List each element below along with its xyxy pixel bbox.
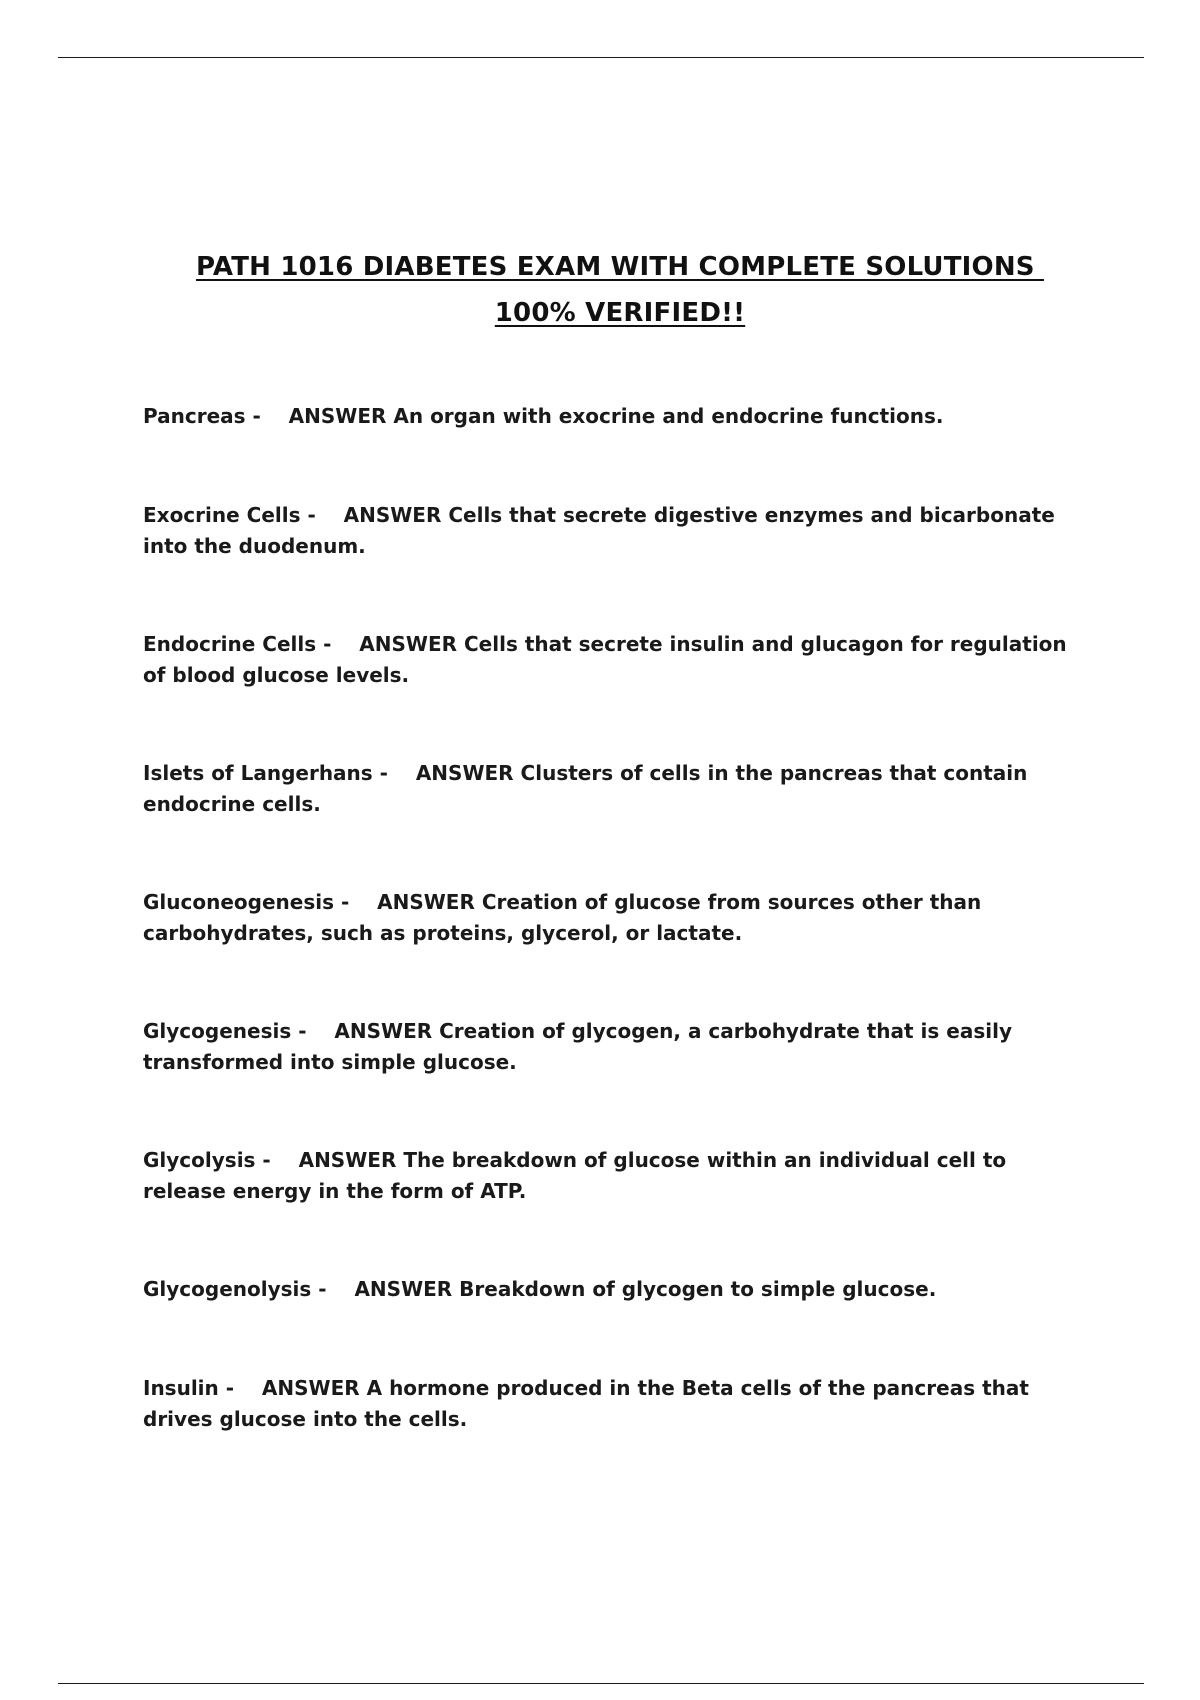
qa-label: ANSWER (343, 503, 442, 527)
qa-item-glycolysis: Glycolysis - ANSWER The breakdown of glucose within an individual cell to release energy in the form of ATP. (143, 1148, 1007, 1203)
title-line-2: 100% VERIFIED!! (494, 298, 746, 328)
qa-term: Glycogenolysis (143, 1277, 312, 1301)
qa-label: ANSWER (298, 1148, 397, 1172)
qa-answer: A hormone produced in the Beta cells of the pancreas that drives glucose into the cells. (143, 1376, 1029, 1431)
qa-answer: Creation of glycogen, a carbohydrate that is easily transformed into simple glucose. (143, 1019, 1012, 1074)
qa-answer: Breakdown of glycogen to simple glucose. (459, 1277, 937, 1301)
qa-label: ANSWER (354, 1277, 453, 1301)
qa-term: Glycolysis (143, 1148, 256, 1172)
qa-term: Pancreas (143, 404, 246, 428)
qa-label: ANSWER (288, 404, 387, 428)
qa-item-islets-of-langerhans: Islets of Langerhans - ANSWER Clusters of cells in the pancreas that contain endocrine cells. (143, 761, 1028, 816)
qa-answer: Cells that secrete digestive enzymes and bicarbonate into the duodenum. (143, 503, 1055, 558)
qa-answer: Cells that secrete insulin and glucagon for regulation of blood glucose levels. (143, 632, 1067, 687)
qa-term: Exocrine Cells (143, 503, 301, 527)
qa-label: ANSWER (359, 632, 458, 656)
qa-term: Glycogenesis (143, 1019, 292, 1043)
qa-answer: An organ with exocrine and endocrine functions. (393, 404, 944, 428)
qa-item-pancreas: Pancreas - ANSWER An organ with exocrine and endocrine functions. (143, 404, 944, 428)
qa-label: ANSWER (334, 1019, 433, 1043)
qa-answer: Creation of glucose from sources other than carbohydrates, such as proteins, glycerol, or lactate. (143, 890, 982, 945)
qa-label: ANSWER (377, 890, 475, 914)
bottom-rule (58, 1683, 1144, 1684)
qa-item-insulin: Insulin - ANSWER A hormone produced in the Beta cells of the pancreas that drives glucose into the cells. (143, 1376, 1029, 1431)
qa-term: Islets of Langerhans (143, 761, 373, 785)
top-rule (58, 57, 1144, 58)
qa-item-endocrine-cells: Endocrine Cells - ANSWER Cells that secrete insulin and glucagon for regulation of blood glucose levels. (143, 632, 1067, 687)
qa-item-exocrine-cells: Exocrine Cells - ANSWER Cells that secrete digestive enzymes and bicarbonate into the duodenum. (143, 503, 1055, 558)
qa-item-gluconeogenesis: Gluconeogenesis - ANSWER Creation of glucose from sources other than carbohydrates, such as proteins, glycerol, or lactate. (143, 890, 982, 945)
qa-term: Insulin (143, 1376, 219, 1400)
qa-term: Gluconeogenesis (143, 890, 334, 914)
qa-answer: Clusters of cells in the pancreas that contain endocrine cells. (143, 761, 1028, 816)
qa-item-glycogenesis: Glycogenesis - ANSWER Creation of glycogen, a carbohydrate that is easily transformed into simple glucose. (143, 1019, 1012, 1074)
qa-label: ANSWER (415, 761, 514, 785)
qa-term: Endocrine Cells (143, 632, 317, 656)
qa-item-glycogenolysis: Glycogenolysis - ANSWER Breakdown of glycogen to simple glucose. (143, 1277, 937, 1301)
qa-answer: The breakdown of glucose within an individual cell to release energy in the form of ATP. (143, 1148, 1007, 1203)
title-line-1: PATH 1016 DIABETES EXAM WITH COMPLETE SOLUTIONS (196, 252, 1044, 282)
qa-label: ANSWER (261, 1376, 360, 1400)
document-title (0, 244, 1200, 336)
